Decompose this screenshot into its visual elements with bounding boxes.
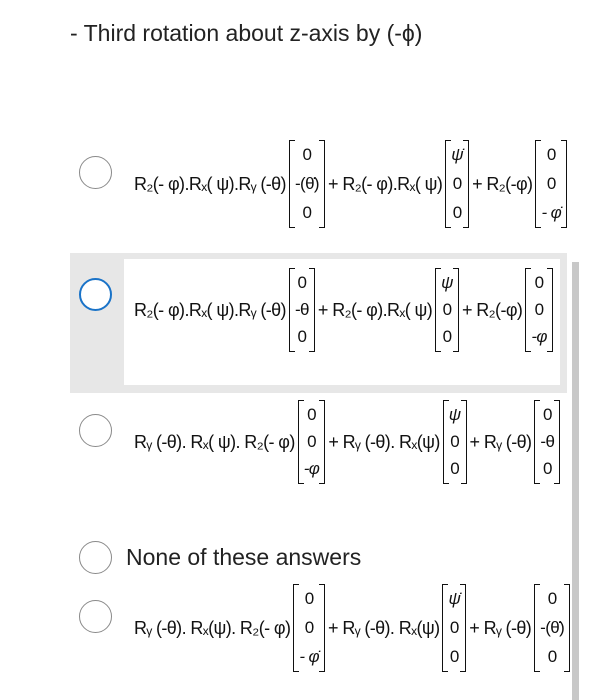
matrix-cell: 0 bbox=[452, 203, 462, 222]
option-2-term-1: R₂(- φ).Rₓ( ψ).Rᵧ (-θ) bbox=[134, 299, 286, 320]
matrix-cell: ψ̇ bbox=[451, 145, 464, 164]
matrix-cell: 0 bbox=[297, 327, 307, 346]
option-3-term-2: + Rᵧ (-θ). Rₓ(ψ) bbox=[328, 431, 440, 452]
matrix-cell: 0 bbox=[304, 618, 314, 637]
matrix-cell: 0 bbox=[450, 432, 460, 451]
option-3-term-3: + Rᵧ (-θ) bbox=[469, 431, 532, 452]
matrix-cell: -φ bbox=[303, 459, 320, 478]
matrix-cell: 0 bbox=[304, 589, 314, 608]
matrix-cell: 0 bbox=[450, 459, 460, 478]
option-5-radio[interactable] bbox=[79, 600, 112, 633]
matrix-cell: 0 bbox=[546, 145, 556, 164]
option-2-expression[interactable] bbox=[134, 268, 556, 352]
option-1-matrix-1 bbox=[289, 140, 325, 228]
option-3-matrix-1 bbox=[298, 400, 326, 484]
matrix-cell: -θ bbox=[540, 432, 555, 451]
matrix-cell: 0 bbox=[449, 618, 459, 637]
matrix-cell: 0 bbox=[302, 145, 312, 164]
option-2-term-3: + R₂(-φ) bbox=[461, 299, 523, 320]
matrix-cell: ψ̇ bbox=[448, 589, 461, 608]
option-2-matrix-3 bbox=[525, 268, 553, 352]
option-5-term-1: Rᵧ (-θ). Rₓ(ψ). R₂(- φ) bbox=[134, 617, 291, 638]
option-4-label[interactable]: None of these answers bbox=[126, 544, 362, 570]
option-1-matrix-3 bbox=[535, 140, 567, 228]
option-3-radio[interactable] bbox=[79, 414, 112, 447]
option-1-expression[interactable] bbox=[134, 140, 570, 228]
option-5-matrix-3 bbox=[534, 584, 570, 672]
option-5-matrix-2 bbox=[442, 584, 466, 672]
matrix-cell: 0 bbox=[442, 300, 452, 319]
option-1-term-1: R₂(- φ).Rₓ( ψ).Rᵧ (-θ) bbox=[134, 173, 286, 194]
matrix-cell: 0 bbox=[542, 459, 552, 478]
matrix-cell: 0 bbox=[449, 647, 459, 666]
option-3-expression[interactable] bbox=[134, 400, 563, 484]
matrix-cell: 0 bbox=[452, 174, 462, 193]
matrix-cell: -(θ̇) bbox=[294, 174, 319, 193]
matrix-cell: ψ bbox=[448, 405, 461, 424]
option-5-matrix-1 bbox=[293, 584, 325, 672]
matrix-cell: 0 bbox=[534, 300, 544, 319]
matrix-cell: ψ bbox=[441, 273, 453, 292]
option-1-term-2: + R₂(- φ).Rₓ( ψ) bbox=[328, 173, 443, 194]
matrix-cell: - φ̇ bbox=[541, 203, 562, 222]
option-5-term-3: + Rᵧ (-θ) bbox=[469, 617, 532, 638]
matrix-cell: 0 bbox=[307, 405, 316, 424]
matrix-cell: 0 bbox=[546, 174, 556, 193]
matrix-cell: -(θ̇) bbox=[540, 618, 565, 637]
matrix-cell: 0 bbox=[542, 405, 552, 424]
option-3-term-1: Rᵧ (-θ). Rₓ( ψ). R₂(- φ) bbox=[134, 431, 295, 452]
matrix-cell: 0 bbox=[442, 327, 452, 346]
matrix-cell: 0 bbox=[547, 647, 557, 666]
option-3-matrix-2 bbox=[443, 400, 467, 484]
option-2-matrix-1 bbox=[289, 268, 315, 352]
matrix-cell: 0 bbox=[297, 273, 307, 292]
option-5-expression[interactable] bbox=[134, 584, 573, 672]
option-2-matrix-2 bbox=[435, 268, 459, 352]
option-4-radio[interactable] bbox=[79, 541, 112, 574]
option-2-term-2: + R₂(- φ).Rₓ( ψ) bbox=[317, 299, 433, 320]
matrix-cell: 0 bbox=[302, 203, 312, 222]
matrix-cell: - φ̇ bbox=[299, 647, 320, 666]
option-5-term-2: + Rᵧ (-θ). Rₓ(ψ) bbox=[328, 617, 440, 638]
matrix-cell: 0 bbox=[307, 432, 316, 451]
option-3-matrix-3 bbox=[534, 400, 560, 484]
question-text: - Third rotation about z-axis by (-ϕ) bbox=[70, 20, 423, 46]
matrix-cell: 0 bbox=[534, 273, 544, 292]
option-1-term-3: + R₂(-φ) bbox=[472, 173, 533, 194]
option-1-matrix-2 bbox=[445, 140, 469, 228]
matrix-cell: -φ bbox=[531, 327, 547, 346]
option-2-radio[interactable] bbox=[79, 278, 112, 311]
option-1-radio[interactable] bbox=[79, 156, 112, 189]
matrix-cell: 0 bbox=[547, 589, 557, 608]
matrix-cell: -θ bbox=[294, 300, 309, 319]
